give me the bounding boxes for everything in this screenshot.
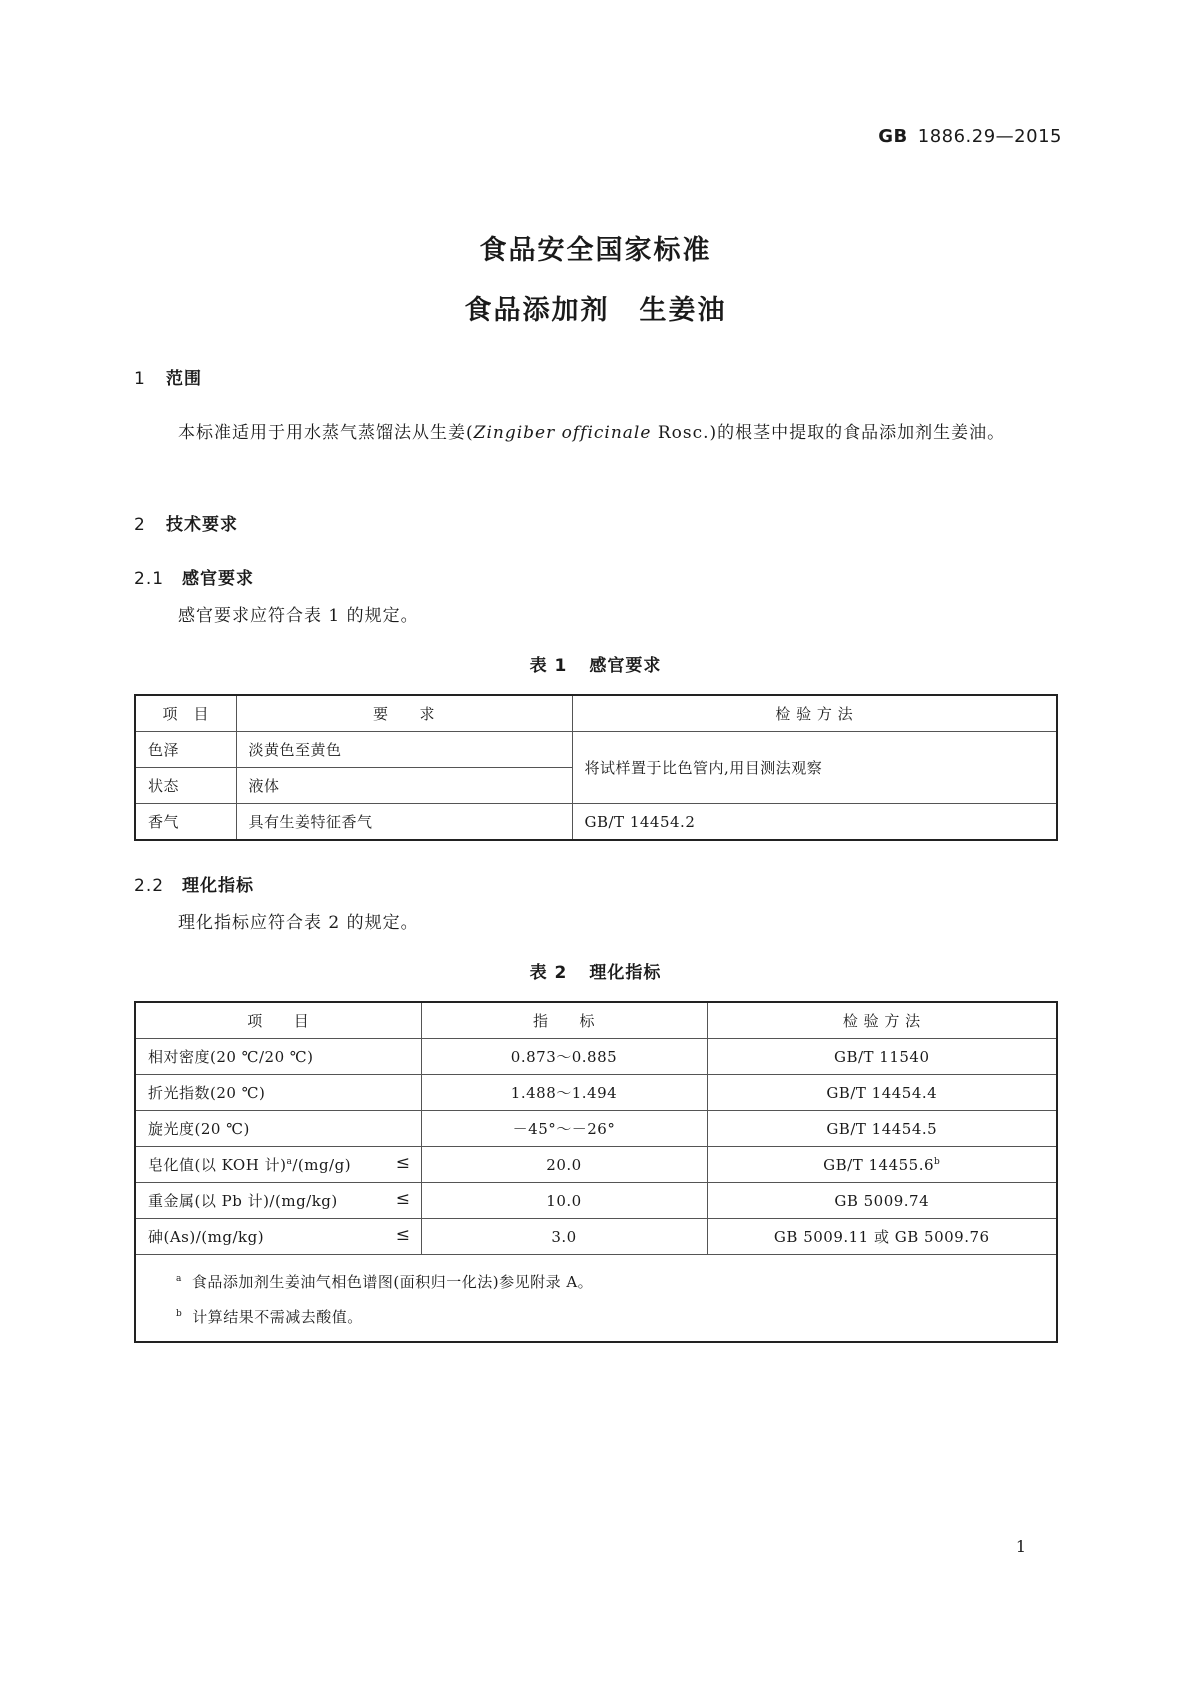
requirement-cell: 液体 — [236, 768, 572, 804]
item-cell: 色泽 — [135, 732, 236, 768]
section-2-heading — [134, 510, 238, 535]
value-cell: 20.0 — [421, 1147, 707, 1183]
table-row — [135, 1219, 1057, 1255]
table-row — [135, 1075, 1057, 1111]
document-subtitle — [0, 288, 1191, 327]
table-header-row — [135, 1002, 1057, 1039]
footnote-text: 食品添加剂生姜油气相色谱图(面积归一化法)参见附录 A。 — [191, 1273, 594, 1291]
requirement-cell: 淡黄色至黄色 — [236, 732, 572, 768]
standard-prefix: GB — [878, 126, 908, 147]
section-number: 2.2 — [134, 876, 165, 896]
table-row — [135, 1147, 1057, 1183]
section-1-heading — [134, 364, 202, 389]
caption-title: 理化指标 — [589, 963, 662, 983]
item-cell — [135, 1183, 421, 1219]
scope-paragraph — [134, 417, 1059, 450]
method-cell — [707, 1147, 1057, 1183]
le-symbol: ≤ — [395, 1189, 411, 1209]
table-row — [135, 732, 1057, 768]
requirement-cell: 具有生姜特征香气 — [236, 804, 572, 841]
value-cell: 10.0 — [421, 1183, 707, 1219]
item-cell: 状态 — [135, 768, 236, 804]
method-cell: 将试样置于比色管内,用目测法观察 — [572, 732, 1057, 804]
header-requirement: 要 求 — [236, 695, 572, 732]
footnote-mark: b — [176, 1309, 183, 1319]
footnote-ref: b — [934, 1156, 941, 1167]
item-cell — [135, 1147, 421, 1183]
section-title: 理化指标 — [182, 876, 254, 896]
item-text: 重金属(以 Pb 计)/(mg/kg) — [148, 1192, 338, 1210]
section-title: 范围 — [166, 369, 202, 389]
table-2-caption — [0, 958, 1191, 983]
caption-title: 感官要求 — [589, 656, 662, 676]
subtitle-product: 生姜油 — [639, 295, 727, 326]
item-cell: 相对密度(20 ℃/20 ℃) — [135, 1039, 421, 1075]
header-method: 检 验 方 法 — [707, 1002, 1057, 1039]
value-cell: 1.488～1.494 — [421, 1075, 707, 1111]
item-cell: 折光指数(20 ℃) — [135, 1075, 421, 1111]
table-row — [135, 1183, 1057, 1219]
standard-number: 1886.29—2015 — [917, 126, 1062, 147]
header-method: 检 验 方 法 — [572, 695, 1057, 732]
section-number: 2.1 — [134, 569, 165, 589]
item-unit: /(mg/g) — [292, 1156, 352, 1174]
item-cell: 香气 — [135, 804, 236, 841]
section-title: 技术要求 — [166, 515, 238, 535]
footnote-text: 计算结果不需减去酸值。 — [192, 1308, 363, 1326]
subtitle-category: 食品添加剂 — [464, 295, 610, 326]
le-symbol: ≤ — [395, 1225, 411, 1245]
table-header-row — [135, 695, 1057, 732]
header-indicator: 指 标 — [421, 1002, 707, 1039]
page-number: 1 — [1015, 1537, 1026, 1556]
section-number: 2 — [134, 515, 146, 535]
caption-number: 表 1 — [529, 656, 568, 676]
header-item: 项 目 — [135, 695, 236, 732]
method-cell: GB 5009.74 — [707, 1183, 1057, 1219]
item-cell — [135, 1219, 421, 1255]
method-cell: GB 5009.11 或 GB 5009.76 — [707, 1219, 1057, 1255]
value-cell: 3.0 — [421, 1219, 707, 1255]
sensory-paragraph: 感官要求应符合表 1 的规定。 — [178, 606, 419, 626]
value-cell: －45°～－26° — [421, 1111, 707, 1147]
method-cell: GB/T 14454.2 — [572, 804, 1057, 841]
item-cell: 旋光度(20 ℃) — [135, 1111, 421, 1147]
le-symbol: ≤ — [395, 1153, 411, 1173]
sensory-table — [134, 694, 1058, 841]
method-cell: GB/T 14454.5 — [707, 1111, 1057, 1147]
table-row — [135, 1111, 1057, 1147]
section-title: 感官要求 — [182, 569, 254, 589]
scope-text-2: Rosc.)的根茎中提取的食品添加剂生姜油。 — [651, 423, 1006, 443]
scope-text-1: 本标准适用于用水蒸气蒸馏法从生姜( — [178, 423, 474, 443]
header-item: 项 目 — [135, 1002, 421, 1039]
value-cell: 0.873～0.885 — [421, 1039, 707, 1075]
table-1-caption — [0, 651, 1191, 676]
document-title: 食品安全国家标准 — [479, 235, 712, 266]
section-2-2-heading — [134, 871, 254, 896]
physicochemical-paragraph: 理化指标应符合表 2 的规定。 — [178, 913, 419, 933]
footnote-mark: a — [176, 1274, 182, 1284]
method-cell: GB/T 14454.4 — [707, 1075, 1057, 1111]
table-notes — [135, 1255, 1057, 1343]
item-text: 皂化值(以 KOH 计) — [148, 1156, 287, 1174]
table-notes-row — [135, 1255, 1057, 1343]
standard-code — [878, 126, 1062, 147]
method-text: GB/T 14455.6 — [823, 1155, 935, 1174]
footnote — [176, 1263, 1044, 1298]
table-row — [135, 804, 1057, 841]
item-text: 砷(As)/(mg/kg) — [148, 1228, 265, 1246]
section-number: 1 — [134, 369, 146, 389]
table-row — [135, 1039, 1057, 1075]
caption-number: 表 2 — [529, 963, 568, 983]
method-cell: GB/T 11540 — [707, 1039, 1057, 1075]
footnote-ref: a — [286, 1157, 293, 1167]
section-2-1-heading — [134, 564, 254, 589]
scope-latin-name: Zingiber officinale — [473, 423, 652, 443]
physicochemical-table — [134, 1001, 1058, 1343]
footnote — [176, 1298, 1044, 1333]
